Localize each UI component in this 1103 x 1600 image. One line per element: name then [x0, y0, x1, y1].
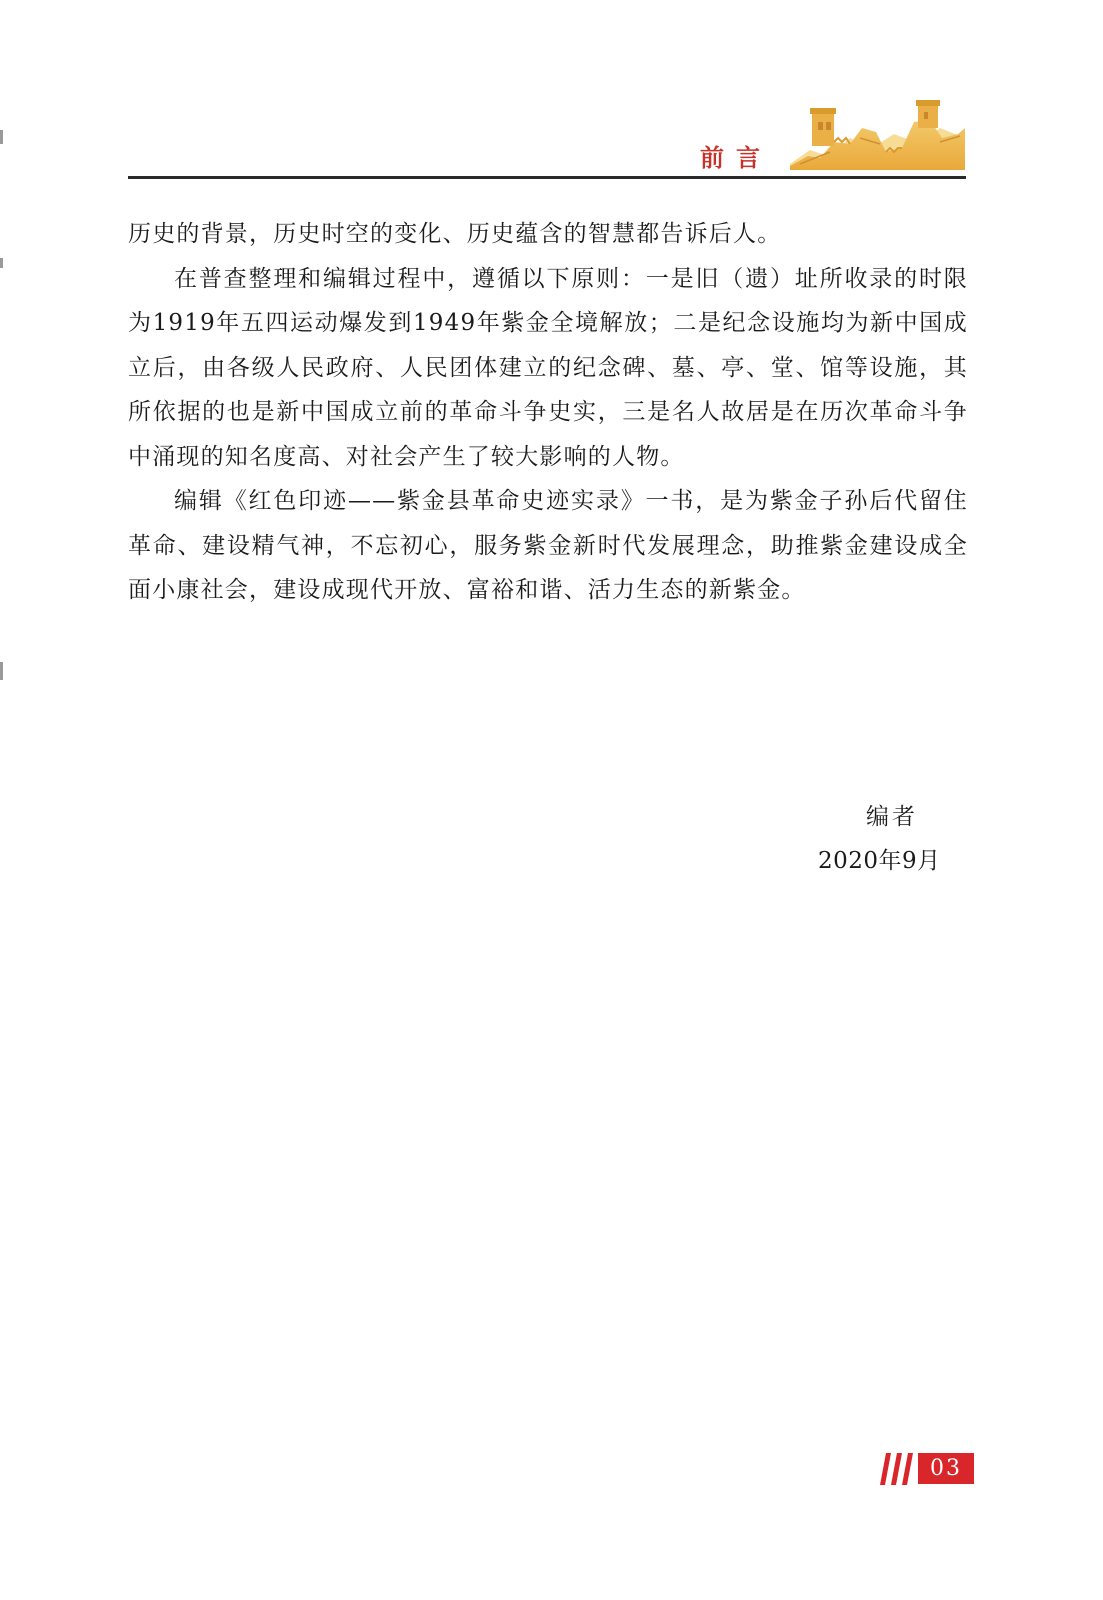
scan-edge-mark — [0, 258, 3, 268]
page-number: 03 — [918, 1453, 974, 1484]
scan-edge-mark — [0, 130, 3, 144]
header-divider — [128, 176, 966, 179]
signature-author: 编者 — [866, 804, 918, 830]
signature-date: 2020年9月 — [818, 848, 941, 874]
scan-edge-mark — [0, 662, 3, 680]
section-title: 前言 — [700, 144, 772, 172]
preface-body — [128, 212, 968, 613]
page-number-slashes-icon — [880, 1453, 918, 1485]
paragraph: 编辑《红色印迹——紫金县革命史迹实录》一书，是为紫金子孙后代留住革命、建设精气神，不忘初心，服务紫金新时代发展理念，助推紫金建设成全面小康社会，建设成现代开放、富裕和谐、活力生态的新紫金。 — [128, 488, 968, 603]
great-wall-illustration — [790, 98, 965, 170]
paragraph: 历史的背景，历史时空的变化、历史蕴含的智慧都告诉后人。 — [128, 221, 782, 247]
paragraph: 在普查整理和编辑过程中，遵循以下原则：一是旧（遗）址所收录的时限为1919年五四运动爆发到1949年紫金全境解放；二是纪念设施均为新中国成立后，由各级人民政府、人民团体建立的纪念碑、墓、亭、堂、馆等设施，其所依据的也是新中国成立前的革命斗争史实，三是名人故居是在历次革命斗争中涌现的知名度高、对社会产生了较大影响的人物。 — [128, 265, 968, 470]
